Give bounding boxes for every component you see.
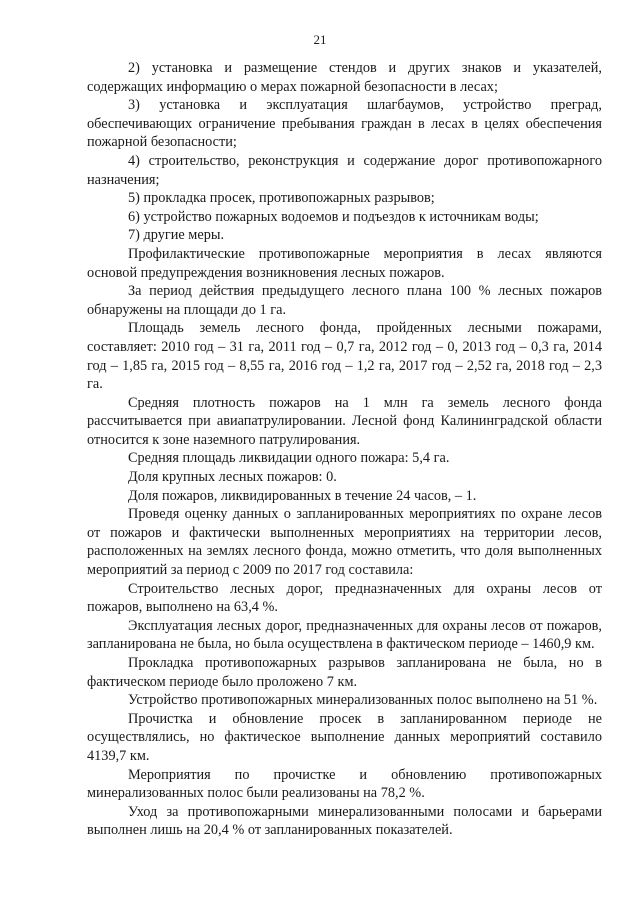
paragraph: Средняя площадь ликвидации одного пожара: 5,4 га. [128, 450, 450, 467]
paragraph: 4) строительство, реконструкция и содержание дорог противопожарного назначения; [87, 152, 602, 188]
paragraph: 5) прокладка просек, противопожарных разрывов; [128, 190, 435, 207]
paragraph: Средняя плотность пожаров на 1 млн га земель лесного фонда рассчитывается при авиапатрулировании. Лесной фонд Калининградской области относится к зоне наземного патрулирования. [87, 394, 602, 448]
paragraph: 3) установка и эксплуатация шлагбаумов, устройство преград, обеспечивающих ограничение пребывания граждан в лесах в целях обеспечения пожарной безопасности; [87, 97, 602, 151]
paragraph: 7) другие меры. [128, 227, 225, 244]
paragraph: Доля крупных лесных пожаров: 0. [128, 469, 337, 486]
paragraph: 2) установка и размещение стендов и других знаков и указателей, содержащих информацию о мерах пожарной безопасности в лесах; [87, 60, 602, 95]
paragraph: Эксплуатация лесных дорог, предназначенных для охраны лесов от пожаров, запланирована не была, но была осуществлена в фактическом периоде – 1460,9 км. [87, 617, 602, 653]
paragraph: Уход за противопожарными минерализованными полосами и барьерами выполнен лишь на 20,4 % от запланированных показателей. [87, 803, 602, 839]
paragraph: Устройство противопожарных минерализованных полос выполнено на 51 %. [128, 692, 598, 709]
paragraph: Мероприятия по прочистке и обновлению противопожарных минерализованных полос были реализованы на 78,2 %. [87, 766, 602, 802]
paragraph: Прочистка и обновление просек в запланированном периоде не осуществлялись, но фактическое выполнение данных мероприятий составило 4139,7 км. [87, 710, 602, 764]
paragraph: Профилактические противопожарные мероприятия в лесах являются основой предупреждения возникновения лесных пожаров. [87, 245, 602, 281]
paragraph: Доля пожаров, ликвидированных в течение 24 часов, – 1. [128, 487, 477, 504]
page-number: 21 [313, 32, 327, 47]
document-body [87, 59, 602, 840]
paragraph: Площадь земель лесного фонда, пройденных лесными пожарами, составляет: 2010 год – 31 га, 2011 год – 0,7 га, 2012 год – 0, 2013 год – 0,3 га, 2014 год – 1,85 га, 2015 год – 8,55 га, 2016 год – 1,2 га, 2017 год – 2,52 га, 2018 год – 2,3 га. [87, 320, 602, 393]
paragraph: Проведя оценку данных о запланированных мероприятиях по охране лесов от пожаров и фактически выполненных мероприятиях на территории лесов, расположенных на землях лесного фонда, можно отметить, что доля выполненных мероприятий за период с 2009 по 2017 год составила: [87, 506, 602, 579]
paragraph: За период действия предыдущего лесного плана 100 % лесных пожаров обнаружены на площади до 1 га. [87, 283, 602, 318]
paragraph: Прокладка противопожарных разрывов запланирована не была, но в фактическом периоде было проложено 7 км. [87, 655, 602, 690]
paragraph: 6) устройство пожарных водоемов и подъездов к источникам воды; [128, 208, 539, 225]
paragraph: Строительство лесных дорог, предназначенных для охраны лесов от пожаров, выполнено на 63,4 %. [87, 580, 602, 616]
